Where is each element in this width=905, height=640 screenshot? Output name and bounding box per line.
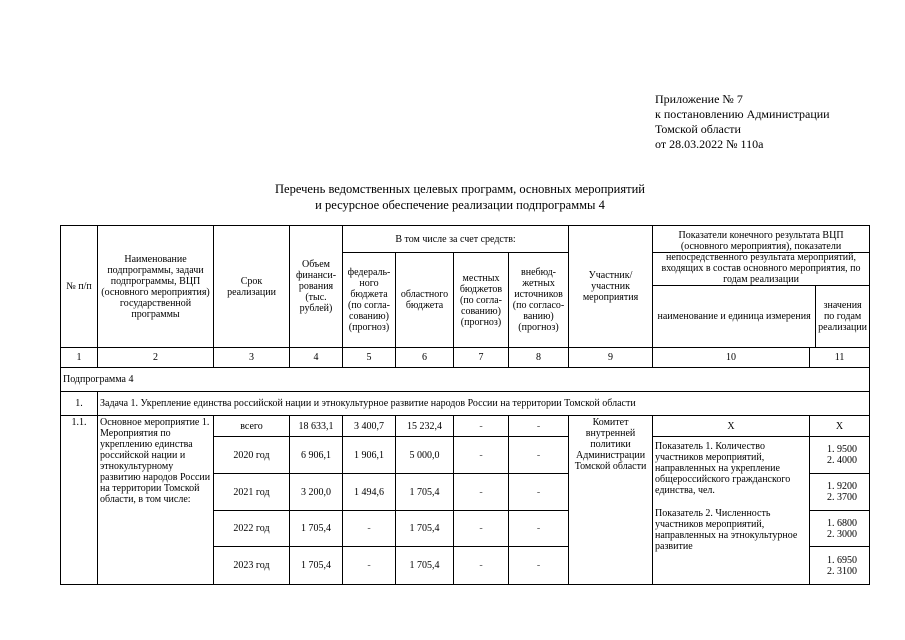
local-cell: - — [454, 511, 509, 547]
indicator-values — [810, 437, 870, 474]
header-extra: внебюд-жетных источников (по согласо-ванию) (прогноз) — [509, 253, 569, 348]
col-number: 10 — [653, 348, 810, 368]
header-volume: Объем финанси-рования (тыс. рублей) — [290, 226, 343, 348]
annex-line: от 28.03.2022 № 110а — [655, 137, 764, 151]
federal-cell: 3 400,7 — [343, 416, 396, 437]
col-number: 1 — [61, 348, 98, 368]
indicator-value: 2. 3100 — [827, 565, 858, 577]
volume-cell: 3 200,0 — [290, 474, 343, 511]
extra-cell: - — [509, 511, 569, 547]
indicator-2: Показатель 2. Численность участников мероприятий, направленных на этнокультурное развитие — [655, 508, 798, 552]
task-num: 1. — [61, 392, 98, 416]
indicator-value: 2. 4000 — [827, 455, 858, 466]
annex-line: Томской области — [655, 122, 741, 136]
col-number: 9 — [569, 348, 653, 368]
local-cell: - — [454, 474, 509, 511]
indicator-value: 1. 6950 — [827, 554, 858, 566]
volume-cell: 1 705,4 — [290, 547, 343, 585]
indicator-value: 2. 3000 — [827, 528, 858, 540]
header-ind-name: наименование и единица измерения — [653, 286, 816, 347]
volume-cell: 18 633,1 — [290, 416, 343, 437]
local-cell: - — [454, 547, 509, 585]
extra-cell: - — [509, 547, 569, 585]
activity-num: 1.1. — [61, 416, 98, 585]
indicator-values — [810, 474, 870, 511]
period-cell: всего — [214, 416, 290, 437]
header-period: Срок реализации — [214, 226, 290, 348]
participant-cell: Комитет внутренней политики Администрации Томской области — [569, 416, 653, 585]
regional-cell: 1 705,4 — [396, 511, 454, 547]
local-cell: - — [454, 437, 509, 474]
col-number: 4 — [290, 348, 343, 368]
extra-cell: - — [509, 416, 569, 437]
header-participant: Участник/ участник мероприятия — [569, 226, 653, 348]
header-num: № п/п — [61, 226, 98, 348]
volume-cell: 1 705,4 — [290, 511, 343, 547]
header-indicators-group — [653, 229, 870, 348]
indicator-value: 1. 6800 — [827, 517, 858, 529]
col-number: 6 — [396, 348, 454, 368]
col-number-row — [61, 348, 870, 368]
period-cell: 2020 год — [214, 437, 290, 474]
col-number: 3 — [214, 348, 290, 368]
indicator-1: Показатель 1. Количество участников мероприятий, направленных на укрепление общероссийского гражданского единства, чел. — [655, 441, 791, 496]
local-cell: - — [454, 416, 509, 437]
indicator-value: 2. 3700 — [827, 492, 858, 503]
table-row — [61, 416, 870, 437]
program-table — [60, 225, 870, 585]
extra-cell: - — [509, 474, 569, 511]
volume-cell: 6 906,1 — [290, 437, 343, 474]
extra-cell: - — [509, 437, 569, 474]
col-number: 8 — [509, 348, 569, 368]
header-indicators: Показатели конечного результата ВЦП (основного мероприятия), показатели непосредственного результата мероприятий, входящих в состав основного мероприятия, по годам реализации — [653, 229, 869, 286]
x-mark: Х — [810, 416, 870, 437]
indicator-names — [653, 437, 810, 585]
federal-cell: - — [343, 547, 396, 585]
col-number: 5 — [343, 348, 396, 368]
regional-cell: 15 232,4 — [396, 416, 454, 437]
header-local: местных бюджетов (по согла-сованию) (прогноз) — [454, 253, 509, 348]
subprogram-row: Подпрограмма 4 — [61, 368, 870, 392]
title-line: Перечень ведомственных целевых программ, основных мероприятий — [275, 182, 645, 196]
header-name: Наименование подпрограммы, задачи подпрограммы, ВЦП (основного мероприятия) государственной программы — [98, 226, 214, 348]
federal-cell: 1 494,6 — [343, 474, 396, 511]
period-cell: 2023 год — [214, 547, 290, 585]
indicator-values — [810, 511, 870, 547]
col-number: 2 — [98, 348, 214, 368]
annex-line: Приложение № 7 — [655, 92, 743, 106]
activity-name: Основное мероприятие 1. Мероприятия по укреплению единства российской нации и этнокультурному развитию народов России на территории Томской области, в том числе: — [98, 416, 214, 585]
header-ind-values: значения по годам реализации — [818, 300, 868, 333]
period-cell: 2021 год — [214, 474, 290, 511]
regional-cell: 1 705,4 — [396, 474, 454, 511]
regional-cell: 1 705,4 — [396, 547, 454, 585]
header-federal: федераль-ного бюджета (по согла-сованию) (прогноз) — [343, 253, 396, 348]
period-cell: 2022 год — [214, 511, 290, 547]
header-incl: В том числе за счет средств: — [343, 226, 569, 253]
indicator-value: 1. 9200 — [827, 481, 858, 492]
x-mark: Х — [653, 416, 810, 437]
indicator-values — [810, 547, 870, 585]
task-text: Задача 1. Укрепление единства российской нации и этнокультурное развитие народов России на территории Томской области — [98, 392, 870, 416]
col-number: 7 — [454, 348, 509, 368]
federal-cell: 1 906,1 — [343, 437, 396, 474]
header-regional: областного бюджета — [396, 253, 454, 348]
annex-line: к постановлению Администрации — [655, 107, 830, 121]
title-line: и ресурсное обеспечение реализации подпрограммы 4 — [315, 198, 605, 212]
regional-cell: 5 000,0 — [396, 437, 454, 474]
col-number: 11 — [810, 348, 870, 368]
annex-block — [655, 92, 830, 152]
federal-cell: - — [343, 511, 396, 547]
indicator-value: 1. 9500 — [827, 444, 858, 455]
document-title — [60, 181, 860, 213]
